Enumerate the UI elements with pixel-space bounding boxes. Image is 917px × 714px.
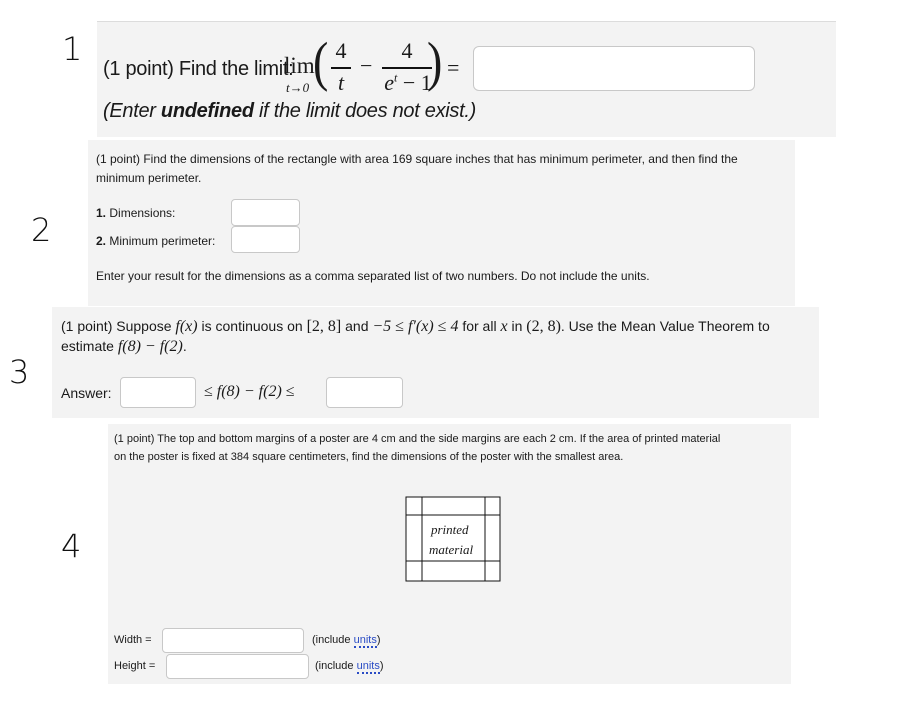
fraction-1-numerator: 4 [335,38,347,63]
height-label: Height = [114,660,156,672]
equals-sign: = [447,55,460,80]
problem-4-panel [108,424,791,684]
fraction-1-bar [331,67,351,69]
diagram-label-printed: printed [431,522,469,537]
problem-3-line-2: estimate f(8) − f(2). [61,338,187,355]
fraction-2-numerator: 4 [401,38,413,63]
problem-number-4: 4 [61,527,82,565]
poster-diagram [405,496,503,584]
width-units-hint: (include units) [312,634,381,646]
problem-1-panel [97,21,836,137]
width-input[interactable] [162,628,304,653]
problem-3-line-1: (1 point) Suppose f(x) is continuous on [2, 8] and −5 ≤ f′(x) ≤ 4 for all x in (2, 8). Use the Mean Value Theorem to [61,318,770,335]
problem-number-3: 3 [9,353,30,391]
limit-operator: lim [284,53,315,78]
width-units-link[interactable]: units [353,634,377,646]
answer-label: Answer: [61,385,112,401]
dimensions-label: 1. Dimensions: [96,206,176,220]
problem-2-footer: Enter your result for the dimensions as a comma separated list of two numbers. Do not include the units. [96,269,650,283]
problem-number-1: 1 [62,30,83,68]
min-perimeter-input[interactable] [231,226,300,253]
problem-1-prefix: (1 point) Find the limit: [103,58,294,80]
problem-2-panel [88,140,795,306]
inequality-expression: ≤ f(8) − f(2) ≤ [204,383,295,400]
problem-1-note: (Enter undefined if the limit does not exist.) [103,100,476,122]
limit-subscript: t→0 [286,80,310,95]
min-perimeter-label: 2. Minimum perimeter: [96,234,216,248]
limit-answer-input[interactable] [473,46,755,91]
dimensions-input[interactable] [231,199,300,226]
problem-number-2: 2 [31,211,52,249]
upper-bound-input[interactable] [326,377,403,408]
height-input[interactable] [166,654,309,679]
minus-sign: − [360,53,373,78]
left-paren: ( [313,30,329,93]
lower-bound-input[interactable] [120,377,196,408]
height-units-link[interactable]: units [356,660,380,672]
height-units-hint: (include units) [315,660,384,672]
fraction-2-bar [382,67,432,69]
fraction-2-denominator: $e^t - 1$ [384,70,432,95]
problem-4-line-1: (1 point) The top and bottom margins of a poster are 4 cm and the side margins are each 2 cm. If the area of printed material [114,433,721,445]
problem-2-line-1: (1 point) Find the dimensions of the rectangle with area 169 square inches that has minimum perimeter, and then find the [96,152,738,166]
fraction-1-denominator: t [337,70,345,95]
width-label: Width = [114,634,152,646]
right-paren: ) [427,30,443,93]
problem-3-panel [52,307,819,418]
diagram-label-material: material [429,542,474,557]
problem-4-line-2: on the poster is fixed at 384 square centimeters, find the dimensions of the poster with the smallest area. [114,451,624,463]
problem-2-line-2: minimum perimeter. [96,171,202,185]
